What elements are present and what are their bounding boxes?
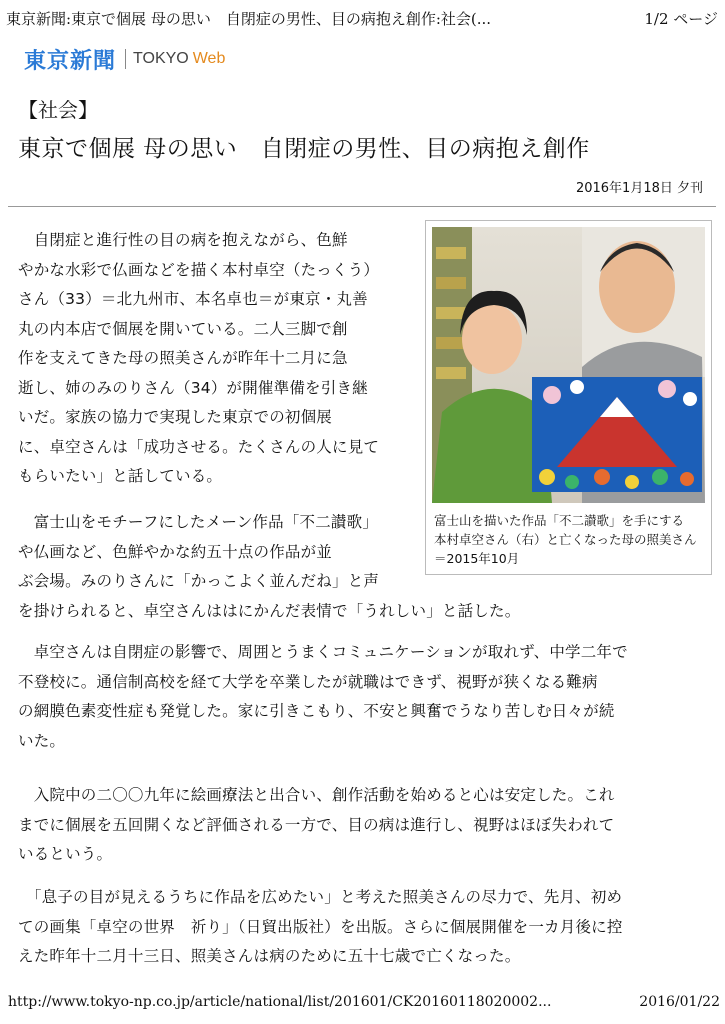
photo-caption-line: ＝2015年10月 <box>434 551 520 566</box>
paragraph-line: までに個展を五回開くなど評価される一方で、目の病は進行し、視野はほぼ失われて <box>18 815 615 834</box>
paragraph-line: の網膜色素変性症も発覚した。家に引きこもり、不安と興奮でうなり苦しむ日々が続 <box>18 702 615 720</box>
article-paragraph-3 <box>18 638 718 756</box>
paragraph-line: さん（33）＝北九州市、本名卓也＝が東京・丸善 <box>18 290 368 308</box>
article-paragraph-5 <box>18 883 718 972</box>
print-header <box>6 8 718 30</box>
paragraph-line: 富士山をモチーフにしたメーン作品「不二讃歌」 <box>18 513 379 531</box>
article-headline: 東京で個展 母の思い 自閉症の男性、目の病抱え創作 <box>18 136 590 162</box>
logo-tokyo-text: TOKYO <box>133 50 189 67</box>
print-header-page-count: 1/2 ページ <box>644 10 718 28</box>
article-date: 2016年1月18日 夕刊 <box>575 181 703 196</box>
paragraph-line: に、卓空さんは「成功させる。たくさんの人に見て <box>18 437 380 456</box>
paragraph-line: 不登校に。通信制高校を経て大学を卒業したが就職はできず、視野が狭くなる難病 <box>18 672 598 691</box>
paragraph-line: いた。 <box>18 731 66 750</box>
paragraph-line: 「息子の目が見えるうちに作品を広めたい」と考えた照美さんの尽力で、先月、初め <box>18 888 623 906</box>
logo-divider <box>125 49 126 69</box>
paragraph-line: えた昨年十二月十三日、照美さんは病のために五十七歳で亡くなった。 <box>18 947 521 965</box>
photo-illustration <box>432 227 705 503</box>
print-footer-url[interactable]: http://www.tokyo-np.co.jp/article/national/list/201601/CK2016011802000​2... <box>8 994 552 1010</box>
paragraph-line: やかな水彩で仏画などを描く本村卓空（たっくう） <box>18 260 380 279</box>
print-header-title: 東京新聞:東京で個展 母の思い 自閉症の男性、目の病抱え創作:社会(... <box>6 10 492 28</box>
print-footer-date: 2016/01/22 <box>639 994 720 1010</box>
paragraph-line: 丸の内本店で個展を開いている。二人三脚で創 <box>18 319 348 338</box>
paragraph-line: を掛けられると、卓空さんははにかんだ表情で「うれしい」と話した。 <box>18 601 521 620</box>
print-footer <box>8 994 720 1016</box>
paragraph-line: 自閉症と進行性の目の病を抱えながら、色鮮 <box>18 231 348 249</box>
paragraph-line: いだ。家族の協力で実現した東京での初個展 <box>18 408 333 426</box>
article-paragraph-1 <box>18 226 418 492</box>
paragraph-line: もらいたい」と話している。 <box>18 467 223 485</box>
logo-web-text: Web <box>192 50 226 67</box>
paragraph-line: 作を支えてきた母の照美さんが昨年十二月に急 <box>18 349 348 367</box>
tokyo-shimbun-logo[interactable] <box>24 44 225 74</box>
article-photo <box>432 227 705 503</box>
paragraph-line: 逝し、姉のみのりさん（34）が開催準備を引き継 <box>18 378 368 397</box>
paragraph-line: ぶ会場。みのりさんに「かっこよく並んだね」と声 <box>18 572 380 590</box>
paragraph-line: いるという。 <box>18 845 113 863</box>
article-paragraph-4 <box>18 781 718 870</box>
article-paragraph-2 <box>18 508 718 626</box>
paragraph-line: 卓空さんは自閉症の影響で、周囲とうまくコミュニケーションが取れず、中学二年で <box>18 643 628 661</box>
header-divider <box>8 206 716 207</box>
photo-caption-line: 本村卓空さん（右）と亡くなった母の照美さん <box>434 532 697 547</box>
paragraph-line: や仏画など、色鮮やかな約五十点の作品が並 <box>18 542 333 561</box>
paragraph-line: ての画集「卓空の世界 祈り」（日貿出版社）を出版。さらに個展開催を一カ月後に控 <box>18 917 623 936</box>
logo-japanese-text: 東京新聞 <box>24 48 117 74</box>
article-category: 【社会】 <box>18 98 98 122</box>
photo-caption-line: 富士山を描いた作品「不二讃歌」を手にする <box>434 513 685 528</box>
paragraph-line: 入院中の二〇〇九年に絵画療法と出合い、創作活動を始めると心は安定した。これ <box>18 786 615 804</box>
